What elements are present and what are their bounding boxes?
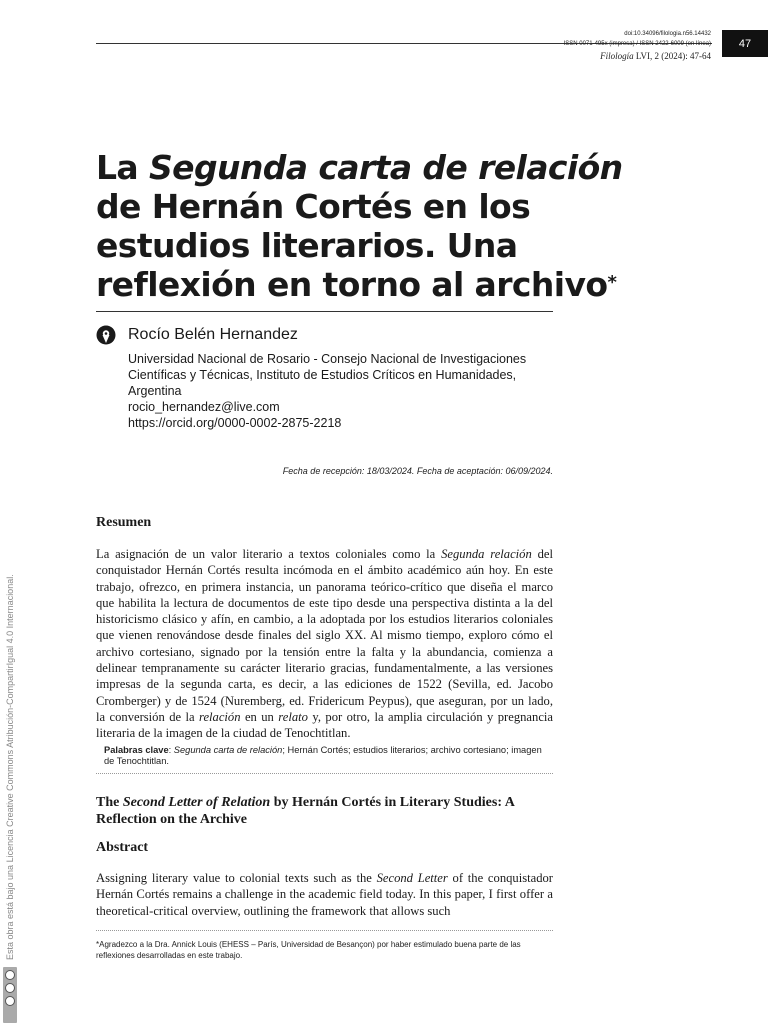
english-title-italic: Second Letter of Relation — [122, 795, 271, 810]
journal-name: Filología — [600, 51, 634, 61]
article-title — [96, 148, 636, 304]
footnote-rule — [96, 930, 553, 931]
title-rule — [96, 311, 553, 312]
license-text: Esta obra está bajo una Licencia Creative Commons Atribución-CompartirIgual 4.0 Internacional. — [5, 574, 15, 960]
resumen-italic-1: Segunda relación — [441, 547, 532, 561]
resumen-text-4: y, por otro, la amplia circulación y pregnancia literaria de la imagen de la ciudad de Tenochtitlan. — [96, 709, 553, 741]
abstract-paragraph — [96, 870, 553, 919]
keywords-separator: : — [168, 745, 174, 755]
title-part1: La — [96, 148, 149, 188]
title-part2: de Hernán Cortés en los estudios literarios. Una reflexión en torno al archivo — [96, 187, 608, 305]
resumen-paragraph — [96, 546, 553, 742]
resumen-italic-3: relato — [278, 709, 308, 724]
journal-issue: LVI, 2 (2024): 47-64 — [635, 51, 711, 61]
abstract-text-2: of the conquistador Hernán Cortés remains a challenge in the academic field today. In this paper, I first offer a theoretical-critical overview, outlining the framework that allows such — [96, 871, 553, 918]
author-orcid-link[interactable]: https://orcid.org/0000-0002-2875-2218 — [128, 416, 342, 430]
resumen-text-3: en un — [240, 709, 279, 724]
resumen-heading: Resumen — [96, 515, 152, 530]
abstract-text-1: Assigning literary value to colonial texts such as the — [96, 871, 377, 885]
page-number: 47 — [722, 30, 768, 57]
abstract-italic-1: Second Letter — [376, 871, 448, 885]
keywords-rest: ; Hernán Cortés; estudios literarios; archivo cortesiano; imagen de Tenochtitlan. — [104, 745, 542, 766]
resumen-text-1: La asignación de un valor literario a textos coloniales como la — [96, 547, 442, 561]
doi-text: doi:10.34096/filologia.n56.14432 — [624, 31, 711, 37]
author-name: Rocío Belén Hernandez — [128, 326, 298, 343]
cc-icon — [5, 970, 15, 980]
journal-citation — [600, 51, 711, 61]
by-icon — [5, 983, 15, 993]
title-footnote-mark: * — [607, 272, 617, 294]
keywords-rule — [96, 773, 553, 774]
issn-text: ISSN 0071-495x (impresa) / ISSN 2422-6009 (en línea) — [563, 41, 711, 47]
author-email[interactable]: rocio_hernandez@live.com — [128, 400, 280, 414]
orcid-icon[interactable] — [96, 325, 116, 345]
keywords — [104, 745, 553, 767]
english-title-part2: by Hernán Cortés in Literary Studies: A Reflection on the Archive — [96, 795, 515, 827]
footnote: *Agradezco a la Dra. Annick Louis (EHESS – París, Universidad de Besançon) por haber estimulado buena parte de las reflexiones desarrolladas en este trabajo. — [96, 940, 521, 960]
title-italic: Segunda carta de relación — [149, 148, 623, 188]
english-title-part1: The — [96, 795, 123, 810]
keywords-label: Palabras clave — [104, 745, 169, 755]
keywords-italic: Segunda carta de relación — [173, 745, 283, 755]
author-affiliation: Universidad Nacional de Rosario - Consejo Nacional de Investigaciones Científicas y Técnicas, Instituto de Estudios Críticos en Humanidades, Argentina — [128, 352, 527, 398]
creative-commons-icon[interactable] — [3, 967, 17, 1023]
reception-dates: Fecha de recepción: 18/03/2024. Fecha de aceptación: 06/09/2024. — [282, 466, 553, 476]
english-title — [96, 794, 556, 828]
sa-icon — [5, 996, 15, 1006]
abstract-heading: Abstract — [96, 840, 149, 855]
resumen-italic-2: relación — [199, 709, 241, 724]
resumen-text-2: del conquistador Hernán Cortés resulta incómoda en el ámbito académico aún hoy. En este trabajo, ofrezco, en primera instancia, un panorama teórico-crítico que diseña el marco que habilita la lectura de documentos de este tipo desde una perspectiva distinta a la del historicismo clásico y afín, en cambio, a la adoptada por los estudios literarios coloniales que vienen renovándose desde finales del siglo XX. Al mismo tiempo, exploro cómo el archivo cortesiano, signado por la tensión entre la falta y la abundancia, comienza a delinear tempranamente su carácter literario gracias, fundamentalmente, a las versiones impresas de la segunda carta, es decir, a las ediciones de 1522 (Sevilla, ed. Jacobo Cromberger) y de 1524 (Nuremberg, ed. Fridericum Peypus), que aseguran, por un lado, la conversión de la — [96, 547, 553, 724]
